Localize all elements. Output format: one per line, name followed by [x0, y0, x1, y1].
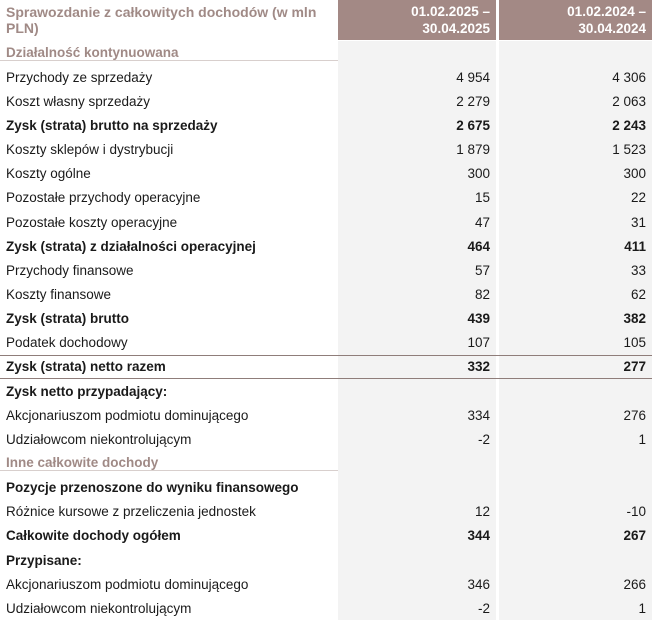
- row-label: Pozostałe przychody operacyjne: [6, 190, 201, 206]
- period-2024-start: 01.02.2024 –: [567, 4, 646, 19]
- table-row: [0, 500, 652, 524]
- value-2025: 332: [338, 356, 496, 378]
- row-label: Pozycje przenoszone do wyniku finansowego: [6, 480, 299, 496]
- value-2025: [338, 476, 496, 500]
- table-row: [0, 138, 652, 162]
- row-label: Akcjonariuszom podmiotu dominującego: [6, 407, 249, 423]
- table-row: [0, 282, 652, 306]
- table-row: [0, 258, 652, 282]
- value-2024: 2 243: [499, 113, 652, 137]
- value-2025: 15: [338, 186, 496, 210]
- row-label: Zysk (strata) netto razem: [6, 359, 166, 375]
- period-2025-start: 01.02.2025 –: [411, 4, 490, 19]
- row-label: Zysk (strata) brutto: [6, 311, 130, 327]
- row-label: Podatek dochodowy: [6, 335, 128, 351]
- row-label: Udziałowcom niekontrolującym: [6, 431, 192, 447]
- period-2025-end: 30.04.2025: [422, 21, 490, 36]
- period-2024-end: 30.04.2024: [578, 21, 646, 36]
- value-2025: [338, 41, 496, 65]
- table-row: [0, 65, 652, 89]
- value-2025: 107: [338, 331, 496, 355]
- value-2024: [499, 476, 652, 500]
- value-2025: 4 954: [338, 65, 496, 89]
- value-2025: 47: [338, 210, 496, 234]
- table-row: [0, 113, 652, 137]
- period-header-2025: [338, 0, 496, 40]
- row-label: Akcjonariuszom podmiotu dominującego: [6, 576, 249, 592]
- value-2024: 4 306: [499, 65, 652, 89]
- row-label: Koszt własny sprzedaży: [6, 93, 151, 109]
- value-2025: 2 279: [338, 89, 496, 113]
- table-row: [0, 379, 652, 403]
- row-label: Zysk (strata) brutto na sprzedaży: [6, 117, 218, 133]
- value-2025: [338, 379, 496, 403]
- table-row: [0, 451, 652, 475]
- value-2024: -10: [499, 500, 652, 524]
- table-header: [0, 0, 652, 40]
- value-2024: [499, 379, 652, 403]
- table-row: [0, 548, 652, 572]
- value-2024: [499, 451, 652, 475]
- table-row-total: [0, 355, 652, 379]
- value-2025: 12: [338, 500, 496, 524]
- value-2024: 62: [499, 282, 652, 306]
- table-row: [0, 572, 652, 596]
- row-label: Przypisane:: [6, 552, 82, 568]
- table-row: [0, 524, 652, 548]
- value-2024: 31: [499, 210, 652, 234]
- value-2024: 1: [499, 427, 652, 451]
- value-2024: 105: [499, 331, 652, 355]
- value-2025: [338, 548, 496, 572]
- row-label: Różnice kursowe z przeliczenia jednostek: [6, 504, 256, 520]
- value-2024: 1 523: [499, 138, 652, 162]
- value-2025: 439: [338, 307, 496, 331]
- value-2025: 300: [338, 162, 496, 186]
- table-row: [0, 162, 652, 186]
- value-2025: 1 879: [338, 138, 496, 162]
- value-2024: 411: [499, 234, 652, 258]
- table-row: [0, 89, 652, 113]
- table-row: [0, 476, 652, 500]
- value-2025: -2: [338, 596, 496, 620]
- row-label: Zysk (strata) z działalności operacyjnej: [6, 238, 256, 254]
- value-2025: -2: [338, 427, 496, 451]
- table-row: [0, 307, 652, 331]
- value-2025: 2 675: [338, 113, 496, 137]
- value-2025: 346: [338, 572, 496, 596]
- period-header-2024: [499, 0, 652, 40]
- value-2025: 344: [338, 524, 496, 548]
- value-2024: 33: [499, 258, 652, 282]
- row-label: Udziałowcom niekontrolującym: [6, 600, 192, 616]
- table-row: [0, 596, 652, 620]
- value-2024: 1: [499, 596, 652, 620]
- value-2024: 266: [499, 572, 652, 596]
- table-body: [0, 41, 652, 620]
- row-label: Koszty sklepów i dystrybucji: [6, 142, 174, 158]
- row-label: Zysk netto przypadający:: [6, 383, 168, 399]
- value-2025: 334: [338, 403, 496, 427]
- value-2024: 2 063: [499, 89, 652, 113]
- value-2024: 300: [499, 162, 652, 186]
- row-label: Działalność kontynuowana: [0, 45, 338, 61]
- table-row: [0, 427, 652, 451]
- value-2024: 22: [499, 186, 652, 210]
- row-label: Przychody ze sprzedaży: [6, 69, 153, 85]
- table-row: [0, 41, 652, 65]
- row-label: Pozostałe koszty operacyjne: [6, 214, 178, 230]
- table-row: [0, 403, 652, 427]
- row-label: Inne całkowite dochody: [0, 455, 338, 471]
- value-2024: 382: [499, 307, 652, 331]
- table-title: Sprawozdanie z całkowitych dochodów (w mln PLN): [6, 4, 317, 36]
- row-label: Koszty ogólne: [6, 166, 91, 182]
- value-2024: 267: [499, 524, 652, 548]
- value-2024: [499, 548, 652, 572]
- value-2024: 276: [499, 403, 652, 427]
- row-label: Całkowite dochody ogółem: [6, 528, 181, 544]
- row-label: Koszty finansowe: [6, 286, 112, 302]
- value-2025: 57: [338, 258, 496, 282]
- table-row: [0, 331, 652, 355]
- value-2025: 464: [338, 234, 496, 258]
- value-2025: 82: [338, 282, 496, 306]
- value-2024: [499, 41, 652, 65]
- table-row: [0, 234, 652, 258]
- value-2024: 277: [499, 356, 652, 378]
- row-label: Przychody finansowe: [6, 262, 134, 278]
- table-row: [0, 186, 652, 210]
- value-2025: [338, 451, 496, 475]
- table-row: [0, 210, 652, 234]
